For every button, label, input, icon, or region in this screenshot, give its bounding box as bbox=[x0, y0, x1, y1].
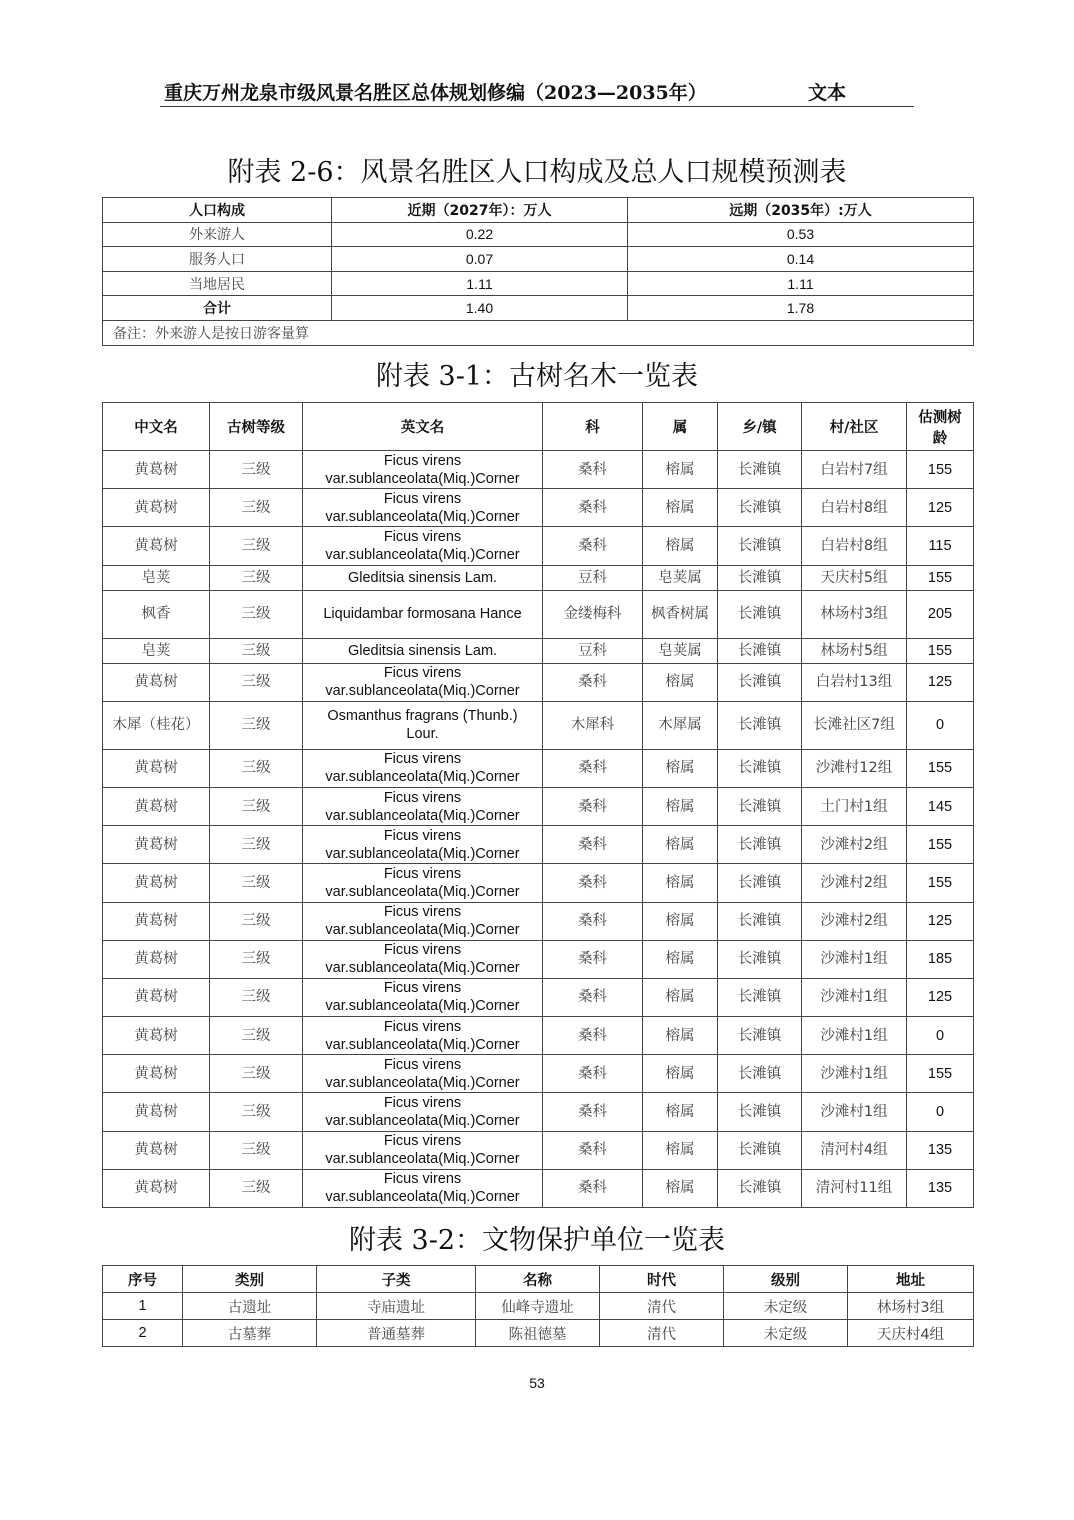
english-name-cell: Ficus virens var.sublanceolata(Miq.)Corner bbox=[303, 451, 543, 489]
ancient-tree-table bbox=[102, 402, 974, 1208]
table-row bbox=[103, 527, 974, 565]
table-note-row bbox=[103, 320, 974, 345]
genus-cell: 榕属 bbox=[643, 527, 718, 565]
english-name-cell: Ficus virens var.sublanceolata(Miq.)Corner bbox=[303, 1131, 543, 1169]
village-cell: 沙滩村1组 bbox=[802, 1017, 907, 1055]
tree-age-cell: 125 bbox=[907, 489, 974, 527]
english-name-cell: Ficus virens var.sublanceolata(Miq.)Corner bbox=[303, 527, 543, 565]
table-row bbox=[103, 222, 974, 247]
tree-age-cell: 155 bbox=[907, 565, 974, 590]
village-cell: 长滩社区7组 bbox=[802, 701, 907, 749]
family-cell: 桑科 bbox=[543, 451, 643, 489]
tree-age-cell: 185 bbox=[907, 940, 974, 978]
village-cell: 沙滩村2组 bbox=[802, 902, 907, 940]
genus-cell: 榕属 bbox=[643, 1093, 718, 1131]
tree-age-cell: 155 bbox=[907, 749, 974, 787]
page-header bbox=[160, 76, 914, 107]
table-header-row bbox=[103, 1266, 974, 1293]
town-cell: 长滩镇 bbox=[718, 1093, 802, 1131]
family-cell: 豆科 bbox=[543, 638, 643, 663]
category-cell: 古墓葬 bbox=[183, 1320, 317, 1347]
genus-cell: 榕属 bbox=[643, 864, 718, 902]
town-cell: 长滩镇 bbox=[718, 940, 802, 978]
village-cell: 白岩村8组 bbox=[802, 489, 907, 527]
table-row bbox=[103, 902, 974, 940]
family-cell: 木犀科 bbox=[543, 701, 643, 749]
near-term-value-cell: 0.22 bbox=[332, 222, 628, 247]
tree-grade-cell: 三级 bbox=[210, 978, 303, 1016]
page-number: 53 bbox=[529, 1375, 545, 1391]
column-header: 序号 bbox=[103, 1266, 183, 1293]
chinese-name-cell: 黄葛树 bbox=[103, 978, 210, 1016]
tree-age-cell: 155 bbox=[907, 864, 974, 902]
column-header: 远期（2035年）:万人 bbox=[628, 198, 974, 223]
town-cell: 长滩镇 bbox=[718, 978, 802, 1016]
table-row bbox=[103, 247, 974, 272]
chinese-name-cell: 黄葛树 bbox=[103, 1055, 210, 1093]
family-cell: 桑科 bbox=[543, 940, 643, 978]
tree-grade-cell: 三级 bbox=[210, 749, 303, 787]
column-header: 英文名 bbox=[303, 403, 543, 451]
town-cell: 长滩镇 bbox=[718, 489, 802, 527]
address-cell: 林场村3组 bbox=[848, 1293, 974, 1320]
english-name-cell: Ficus virens var.sublanceolata(Miq.)Corner bbox=[303, 940, 543, 978]
category-cell: 古遗址 bbox=[183, 1293, 317, 1320]
column-header: 乡/镇 bbox=[718, 403, 802, 451]
tree-grade-cell: 三级 bbox=[210, 902, 303, 940]
tree-grade-cell: 三级 bbox=[210, 940, 303, 978]
genus-cell: 榕属 bbox=[643, 826, 718, 864]
table-row bbox=[103, 663, 974, 701]
header-section-label: 文本 bbox=[808, 82, 847, 104]
table-row bbox=[103, 1320, 974, 1347]
table-row bbox=[103, 864, 974, 902]
table-header-row bbox=[103, 403, 974, 451]
family-cell: 金缕梅科 bbox=[543, 590, 643, 638]
family-cell: 桑科 bbox=[543, 978, 643, 1016]
genus-cell: 榕属 bbox=[643, 1017, 718, 1055]
village-cell: 清河村4组 bbox=[802, 1131, 907, 1169]
english-name-cell: Ficus virens var.sublanceolata(Miq.)Corner bbox=[303, 489, 543, 527]
document-title: 重庆万州龙泉市级风景名胜区总体规划修编（2023—2035年） bbox=[164, 82, 707, 104]
village-cell: 沙滩村1组 bbox=[802, 940, 907, 978]
tree-age-cell: 155 bbox=[907, 451, 974, 489]
family-cell: 桑科 bbox=[543, 527, 643, 565]
family-cell: 桑科 bbox=[543, 1169, 643, 1207]
chinese-name-cell: 枫香 bbox=[103, 590, 210, 638]
english-name-cell: Ficus virens var.sublanceolata(Miq.)Corner bbox=[303, 1093, 543, 1131]
table-note: 备注：外来游人是按日游客量算 bbox=[103, 320, 974, 345]
tree-grade-cell: 三级 bbox=[210, 864, 303, 902]
protection-level-cell: 未定级 bbox=[724, 1320, 848, 1347]
genus-cell: 皂荚属 bbox=[643, 638, 718, 663]
genus-cell: 枫香树属 bbox=[643, 590, 718, 638]
table-row bbox=[103, 1093, 974, 1131]
chinese-name-cell: 黄葛树 bbox=[103, 489, 210, 527]
table-row bbox=[103, 638, 974, 663]
chinese-name-cell: 黄葛树 bbox=[103, 1169, 210, 1207]
family-cell: 桑科 bbox=[543, 489, 643, 527]
town-cell: 长滩镇 bbox=[718, 451, 802, 489]
chinese-name-cell: 黄葛树 bbox=[103, 1131, 210, 1169]
tree-age-cell: 155 bbox=[907, 638, 974, 663]
chinese-name-cell: 黄葛树 bbox=[103, 749, 210, 787]
column-header: 村/社区 bbox=[802, 403, 907, 451]
tree-grade-cell: 三级 bbox=[210, 701, 303, 749]
near-term-value-cell: 1.40 bbox=[332, 296, 628, 321]
chinese-name-cell: 皂荚 bbox=[103, 565, 210, 590]
table-row bbox=[103, 565, 974, 590]
genus-cell: 榕属 bbox=[643, 1055, 718, 1093]
genus-cell: 木犀属 bbox=[643, 701, 718, 749]
chinese-name-cell: 木犀（桂花） bbox=[103, 701, 210, 749]
tree-age-cell: 145 bbox=[907, 787, 974, 825]
town-cell: 长滩镇 bbox=[718, 701, 802, 749]
genus-cell: 榕属 bbox=[643, 902, 718, 940]
english-name-cell: Ficus virens var.sublanceolata(Miq.)Corner bbox=[303, 978, 543, 1016]
serial-number-cell: 2 bbox=[103, 1320, 183, 1347]
genus-cell: 榕属 bbox=[643, 489, 718, 527]
chinese-name-cell: 黄葛树 bbox=[103, 787, 210, 825]
population-table bbox=[102, 197, 974, 346]
tree-age-cell: 155 bbox=[907, 1055, 974, 1093]
protection-level-cell: 未定级 bbox=[724, 1293, 848, 1320]
family-cell: 桑科 bbox=[543, 749, 643, 787]
tree-age-cell: 125 bbox=[907, 663, 974, 701]
tree-age-cell: 125 bbox=[907, 978, 974, 1016]
table-header-row bbox=[103, 198, 974, 223]
family-cell: 桑科 bbox=[543, 1131, 643, 1169]
english-name-cell: Ficus virens var.sublanceolata(Miq.)Corner bbox=[303, 787, 543, 825]
table-row bbox=[103, 1017, 974, 1055]
column-header: 人口构成 bbox=[103, 198, 332, 223]
subcategory-cell: 普通墓葬 bbox=[317, 1320, 476, 1347]
english-name-cell: Liquidambar formosana Hance bbox=[303, 590, 543, 638]
long-term-value-cell: 0.53 bbox=[628, 222, 974, 247]
table-row bbox=[103, 940, 974, 978]
column-header: 古树等级 bbox=[210, 403, 303, 451]
table-row bbox=[103, 1293, 974, 1320]
genus-cell: 榕属 bbox=[643, 663, 718, 701]
column-header: 估测树龄 bbox=[907, 403, 974, 451]
relic-table-title: 附表 3-2：文物保护单位一览表 bbox=[348, 1225, 726, 1256]
table-row bbox=[103, 749, 974, 787]
family-cell: 桑科 bbox=[543, 787, 643, 825]
table-row bbox=[103, 590, 974, 638]
table-row bbox=[103, 1169, 974, 1207]
column-header: 属 bbox=[643, 403, 718, 451]
family-cell: 桑科 bbox=[543, 1055, 643, 1093]
english-name-cell: Gleditsia sinensis Lam. bbox=[303, 638, 543, 663]
village-cell: 沙滩村12组 bbox=[802, 749, 907, 787]
population-type-cell: 外来游人 bbox=[103, 222, 332, 247]
tree-age-cell: 155 bbox=[907, 826, 974, 864]
table-row bbox=[103, 451, 974, 489]
chinese-name-cell: 黄葛树 bbox=[103, 663, 210, 701]
town-cell: 长滩镇 bbox=[718, 749, 802, 787]
english-name-cell: Ficus virens var.sublanceolata(Miq.)Corner bbox=[303, 749, 543, 787]
column-header: 类别 bbox=[183, 1266, 317, 1293]
table-row bbox=[103, 826, 974, 864]
chinese-name-cell: 黄葛树 bbox=[103, 864, 210, 902]
relic-name-cell: 陈祖德墓 bbox=[476, 1320, 600, 1347]
tree-age-cell: 125 bbox=[907, 902, 974, 940]
village-cell: 白岩村7组 bbox=[802, 451, 907, 489]
near-term-value-cell: 0.07 bbox=[332, 247, 628, 272]
table-row bbox=[103, 271, 974, 296]
tree-table-title: 附表 3-1：古树名木一览表 bbox=[375, 361, 699, 392]
village-cell: 沙滩村2组 bbox=[802, 864, 907, 902]
long-term-value-cell: 0.14 bbox=[628, 247, 974, 272]
tree-age-cell: 115 bbox=[907, 527, 974, 565]
village-cell: 林场村3组 bbox=[802, 590, 907, 638]
family-cell: 桑科 bbox=[543, 1093, 643, 1131]
english-name-cell: Osmanthus fragrans (Thunb.) Lour. bbox=[303, 701, 543, 749]
column-header: 科 bbox=[543, 403, 643, 451]
village-cell: 土门村1组 bbox=[802, 787, 907, 825]
tree-grade-cell: 三级 bbox=[210, 489, 303, 527]
tree-grade-cell: 三级 bbox=[210, 663, 303, 701]
family-cell: 桑科 bbox=[543, 1017, 643, 1055]
tree-grade-cell: 三级 bbox=[210, 826, 303, 864]
tree-grade-cell: 三级 bbox=[210, 1169, 303, 1207]
column-header: 近期（2027年）：万人 bbox=[332, 198, 628, 223]
column-header: 名称 bbox=[476, 1266, 600, 1293]
chinese-name-cell: 黄葛树 bbox=[103, 902, 210, 940]
english-name-cell: Gleditsia sinensis Lam. bbox=[303, 565, 543, 590]
tree-grade-cell: 三级 bbox=[210, 1093, 303, 1131]
tree-grade-cell: 三级 bbox=[210, 527, 303, 565]
town-cell: 长滩镇 bbox=[718, 638, 802, 663]
english-name-cell: Ficus virens var.sublanceolata(Miq.)Corner bbox=[303, 663, 543, 701]
genus-cell: 榕属 bbox=[643, 978, 718, 1016]
tree-grade-cell: 三级 bbox=[210, 787, 303, 825]
english-name-cell: Ficus virens var.sublanceolata(Miq.)Corner bbox=[303, 1055, 543, 1093]
tree-age-cell: 0 bbox=[907, 701, 974, 749]
tree-age-cell: 205 bbox=[907, 590, 974, 638]
table-row bbox=[103, 701, 974, 749]
genus-cell: 榕属 bbox=[643, 940, 718, 978]
village-cell: 白岩村13组 bbox=[802, 663, 907, 701]
chinese-name-cell: 黄葛树 bbox=[103, 451, 210, 489]
tree-grade-cell: 三级 bbox=[210, 638, 303, 663]
population-type-cell: 合计 bbox=[103, 296, 332, 321]
genus-cell: 榕属 bbox=[643, 1169, 718, 1207]
town-cell: 长滩镇 bbox=[718, 1055, 802, 1093]
town-cell: 长滩镇 bbox=[718, 590, 802, 638]
tree-grade-cell: 三级 bbox=[210, 451, 303, 489]
column-header: 级别 bbox=[724, 1266, 848, 1293]
english-name-cell: Ficus virens var.sublanceolata(Miq.)Corner bbox=[303, 902, 543, 940]
village-cell: 沙滩村2组 bbox=[802, 826, 907, 864]
english-name-cell: Ficus virens var.sublanceolata(Miq.)Corner bbox=[303, 826, 543, 864]
tree-age-cell: 135 bbox=[907, 1131, 974, 1169]
table-row bbox=[103, 978, 974, 1016]
village-cell: 清河村11组 bbox=[802, 1169, 907, 1207]
chinese-name-cell: 皂荚 bbox=[103, 638, 210, 663]
column-header: 地址 bbox=[848, 1266, 974, 1293]
table-row bbox=[103, 1055, 974, 1093]
family-cell: 桑科 bbox=[543, 864, 643, 902]
town-cell: 长滩镇 bbox=[718, 902, 802, 940]
population-table-title: 附表 2-6：风景名胜区人口构成及总人口规模预测表 bbox=[227, 157, 847, 188]
table-row bbox=[103, 296, 974, 321]
town-cell: 长滩镇 bbox=[718, 864, 802, 902]
genus-cell: 榕属 bbox=[643, 749, 718, 787]
village-cell: 天庆村5组 bbox=[802, 565, 907, 590]
near-term-value-cell: 1.11 bbox=[332, 271, 628, 296]
town-cell: 长滩镇 bbox=[718, 787, 802, 825]
genus-cell: 皂荚属 bbox=[643, 565, 718, 590]
village-cell: 林场村5组 bbox=[802, 638, 907, 663]
genus-cell: 榕属 bbox=[643, 1131, 718, 1169]
column-header: 子类 bbox=[317, 1266, 476, 1293]
village-cell: 沙滩村1组 bbox=[802, 1093, 907, 1131]
table-row bbox=[103, 489, 974, 527]
era-cell: 清代 bbox=[600, 1320, 724, 1347]
family-cell: 豆科 bbox=[543, 565, 643, 590]
family-cell: 桑科 bbox=[543, 902, 643, 940]
tree-grade-cell: 三级 bbox=[210, 1017, 303, 1055]
long-term-value-cell: 1.78 bbox=[628, 296, 974, 321]
town-cell: 长滩镇 bbox=[718, 1131, 802, 1169]
english-name-cell: Ficus virens var.sublanceolata(Miq.)Corner bbox=[303, 1169, 543, 1207]
tree-grade-cell: 三级 bbox=[210, 590, 303, 638]
tree-age-cell: 135 bbox=[907, 1169, 974, 1207]
chinese-name-cell: 黄葛树 bbox=[103, 940, 210, 978]
chinese-name-cell: 黄葛树 bbox=[103, 826, 210, 864]
chinese-name-cell: 黄葛树 bbox=[103, 1017, 210, 1055]
relic-table bbox=[102, 1265, 974, 1347]
town-cell: 长滩镇 bbox=[718, 565, 802, 590]
tree-age-cell: 0 bbox=[907, 1017, 974, 1055]
tree-grade-cell: 三级 bbox=[210, 1055, 303, 1093]
chinese-name-cell: 黄葛树 bbox=[103, 1093, 210, 1131]
town-cell: 长滩镇 bbox=[718, 1169, 802, 1207]
chinese-name-cell: 黄葛树 bbox=[103, 527, 210, 565]
town-cell: 长滩镇 bbox=[718, 527, 802, 565]
long-term-value-cell: 1.11 bbox=[628, 271, 974, 296]
column-header: 中文名 bbox=[103, 403, 210, 451]
family-cell: 桑科 bbox=[543, 826, 643, 864]
column-header: 时代 bbox=[600, 1266, 724, 1293]
address-cell: 天庆村4组 bbox=[848, 1320, 974, 1347]
table-row bbox=[103, 787, 974, 825]
family-cell: 桑科 bbox=[543, 663, 643, 701]
era-cell: 清代 bbox=[600, 1293, 724, 1320]
population-type-cell: 当地居民 bbox=[103, 271, 332, 296]
table-row bbox=[103, 1131, 974, 1169]
village-cell: 白岩村8组 bbox=[802, 527, 907, 565]
town-cell: 长滩镇 bbox=[718, 826, 802, 864]
genus-cell: 榕属 bbox=[643, 787, 718, 825]
relic-name-cell: 仙峰寺遗址 bbox=[476, 1293, 600, 1320]
town-cell: 长滩镇 bbox=[718, 1017, 802, 1055]
tree-age-cell: 0 bbox=[907, 1093, 974, 1131]
tree-grade-cell: 三级 bbox=[210, 1131, 303, 1169]
village-cell: 沙滩村1组 bbox=[802, 978, 907, 1016]
subcategory-cell: 寺庙遗址 bbox=[317, 1293, 476, 1320]
tree-grade-cell: 三级 bbox=[210, 565, 303, 590]
village-cell: 沙滩村1组 bbox=[802, 1055, 907, 1093]
population-type-cell: 服务人口 bbox=[103, 247, 332, 272]
english-name-cell: Ficus virens var.sublanceolata(Miq.)Corner bbox=[303, 1017, 543, 1055]
town-cell: 长滩镇 bbox=[718, 663, 802, 701]
serial-number-cell: 1 bbox=[103, 1293, 183, 1320]
english-name-cell: Ficus virens var.sublanceolata(Miq.)Corner bbox=[303, 864, 543, 902]
genus-cell: 榕属 bbox=[643, 451, 718, 489]
